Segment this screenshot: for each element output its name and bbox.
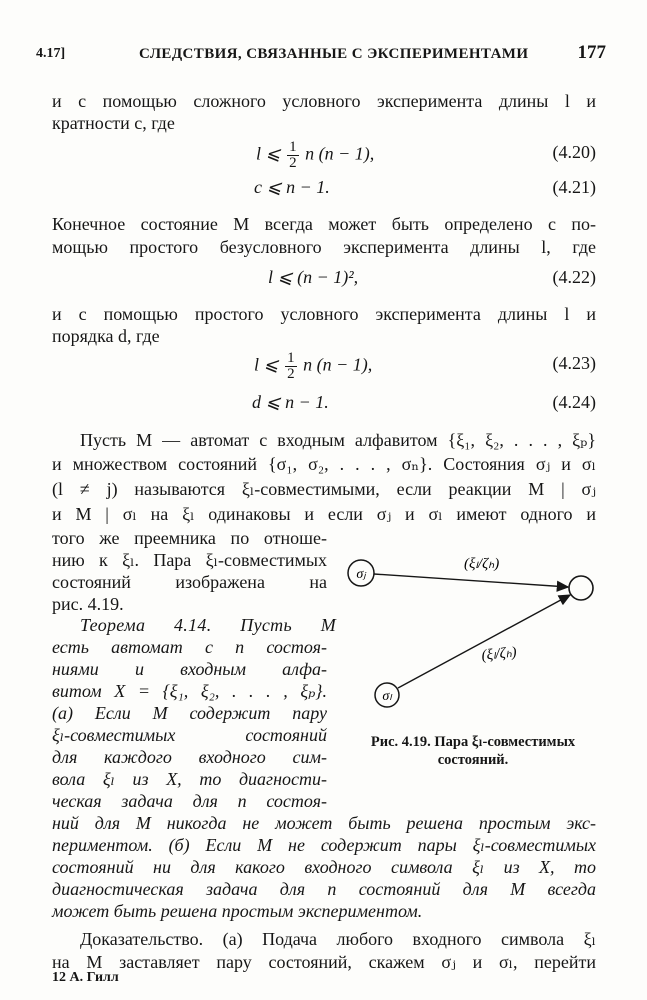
text-line: порядка d, где (52, 326, 160, 346)
section-number: 4.17] (36, 46, 66, 61)
edge-sigma-l (398, 595, 570, 688)
node-label: σⱼ (356, 567, 366, 582)
text-line: и M | σₗ на ξₗ одинаковы и если σⱼ и σₗ имеют одного и (52, 504, 596, 524)
text-line: ξₗ-совместимых состояний (52, 725, 327, 745)
running-title: СЛЕДСТВИЯ, СВЯЗАННЫЕ С ЭКСПЕРИМЕНТАМИ (139, 46, 529, 62)
text-line: ческая задача для n состоя- (52, 791, 327, 811)
text-line: Доказательство. (а) Подача любого входного символа ξₗ (80, 929, 596, 949)
text-line: мощью простого безусловного эксперимента длины l, где (52, 237, 596, 257)
text-line: Конечное состояние M всегда может быть определено с по- (52, 214, 596, 234)
figure-caption: Рис. 4.19. Пара ξₗ-совместимых состояний. (370, 734, 576, 768)
text-line: рис. 4.19. (52, 594, 124, 614)
text-line: есть автомат с n состоя- (52, 637, 327, 657)
text-line: и множеством состояний {σ₁, σ₂, . . . , σₙ}. Состояния σⱼ и σₗ (52, 454, 596, 474)
fraction: $\frac{1}{2}$ (287, 350, 295, 382)
text-line: кратности c, где (52, 113, 175, 133)
edge-label: (ξₗ/ζₕ) (464, 556, 500, 572)
text-line: ниями и входным алфа- (52, 659, 327, 679)
text-line: и с помощью простого условного эксперимента длины l и (52, 304, 596, 324)
equation-number: (4.24) (552, 392, 596, 412)
edge-label: (ξₗ/ζₕ) (480, 644, 518, 664)
running-header (36, 42, 606, 66)
theorem-heading: Теорема 4.14. Пусть M (80, 615, 336, 635)
equation-number: (4.22) (552, 267, 596, 287)
equation-4-22: l ⩽ (n − 1)², (268, 267, 359, 287)
figure-4-19 (338, 535, 608, 720)
text-line: состояний изображена на (52, 572, 327, 592)
equation-4-23: l ⩽ $\frac{1}{2}$ n (n − 1), (254, 350, 373, 382)
text-line: может быть решена простым экспериментом. (52, 901, 423, 921)
equation-number: (4.21) (552, 177, 596, 197)
text-line: витом X = {ξ₁, ξ₂, . . . , ξₚ}. (52, 681, 327, 701)
state-node-target (569, 576, 593, 600)
text-line: на M заставляет пару состояний, скажем σⱼ и σₗ, перейти (52, 952, 596, 972)
text-line: Пусть M — автомат с входным алфавитом {ξ₁, ξ₂, . . . , ξₚ} (80, 430, 596, 450)
text-line: и с помощью сложного условного эксперимента длины l и (52, 91, 596, 111)
text-line: вола ξₗ из X, то диагности- (52, 769, 327, 789)
text-line: того же преемника по отноше- (52, 528, 327, 548)
text-line: периментом. (б) Если M не содержит пары ξₗ-совместимых (52, 835, 596, 855)
text-line: ний для M никогда не может быть решена простым экс- (52, 813, 596, 833)
text-line: (l ≠ j) называются ξₗ-совместимыми, если реакции M | σⱼ (52, 479, 596, 499)
equation-number: (4.20) (552, 142, 596, 162)
equation-4-20: l ⩽ $\frac{1}{2}$ n (n − 1), (256, 139, 375, 171)
equation-number: (4.23) (552, 353, 596, 373)
text-line: нию к ξₗ. Пара ξₗ-совместимых (52, 550, 327, 570)
text-line: диагностическая задача для n состояний для M всегда (52, 879, 596, 899)
page-number: 177 (577, 42, 606, 63)
text-line: (а) Если M содержит пару (52, 703, 327, 723)
edge-sigma-j (374, 574, 568, 587)
equation-4-24: d ⩽ n − 1. (252, 392, 329, 412)
text-line: состояний ни для какого входного символа ξₗ из X, то (52, 857, 596, 877)
printer-signature: 12 А. Гилл (52, 970, 119, 985)
fraction: $\frac{1}{2}$ (289, 139, 297, 171)
equation-4-21: c ⩽ n − 1. (254, 177, 330, 197)
text-line: для каждого входного сим- (52, 747, 327, 767)
node-label: σₗ (382, 689, 392, 704)
